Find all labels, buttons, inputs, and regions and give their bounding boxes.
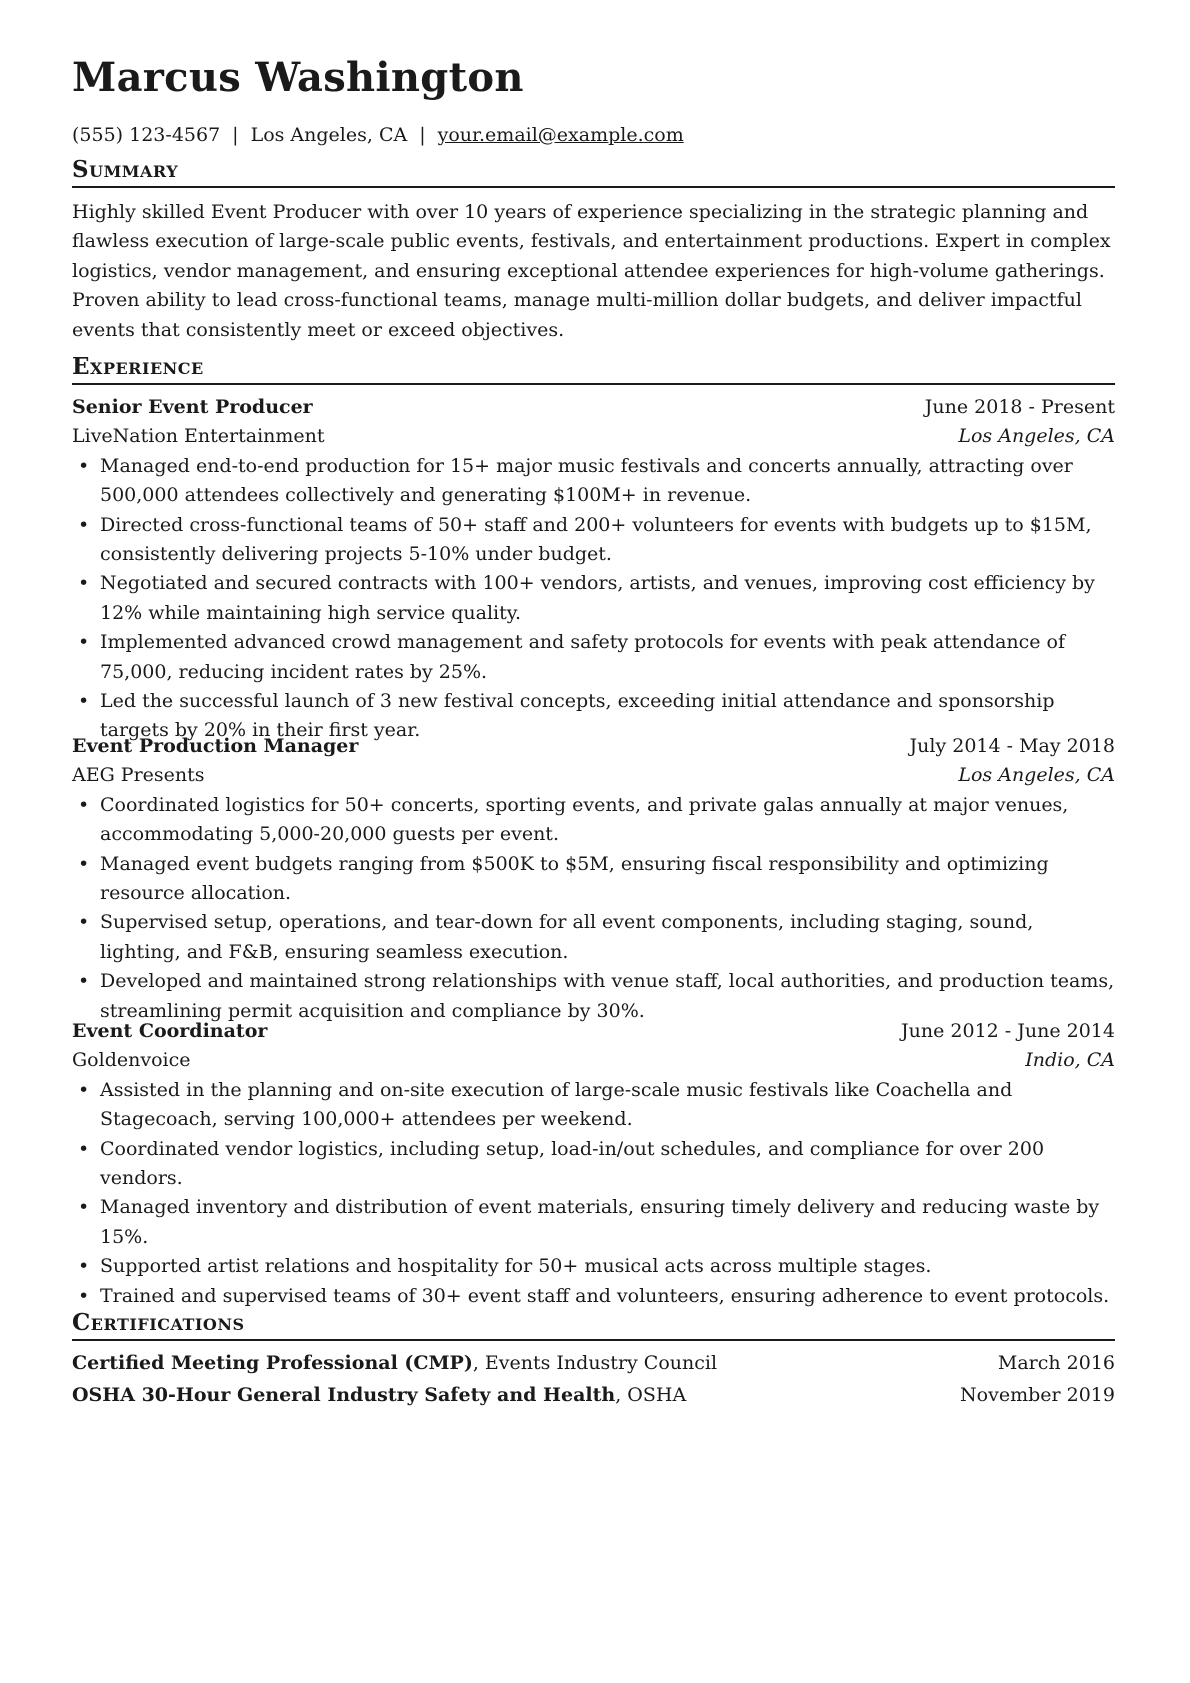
job-title: Event Coordinator [72, 1020, 268, 1042]
job-bullets [72, 1076, 1115, 1311]
bullet-item: • Coordinated vendor logistics, including setup, load-in/out schedules, and compliance for over 200 vendors. [72, 1135, 1115, 1194]
summary-text: Highly skilled Event Producer with over 10 years of experience specializing in the strategic planning and flawless execution of large-scale public events, festivals, and entertainment productions. Expert in complex logistics, vendor management, and ensuring exceptional attendee experiences for high-volume gatherings. Proven ability to lead cross-functional teams, manage multi-million dollar budgets, and deliver impactful events that consistently meet or exceed objectives. [72, 201, 1111, 341]
bullet-item: • Assisted in the planning and on-site execution of large-scale music festivals like Coachella and Stagecoach, serving 100,000+ attendees per weekend. [72, 1076, 1115, 1135]
certification-name: Certified Meeting Professional (CMP) [72, 1352, 473, 1374]
contact-separator: | [419, 124, 426, 146]
job-entry [72, 393, 1115, 746]
bullet-item: • Directed cross-functional teams of 50+ staff and 200+ volunteers for events with budgets up to $15M, consistently delivering projects 5-10% under budget. [72, 511, 1115, 570]
job-title: Senior Event Producer [72, 396, 313, 418]
company-name: Goldenvoice [72, 1049, 191, 1072]
certification-issuer: , OSHA [615, 1384, 687, 1406]
job-location: Indio, CA [1025, 1049, 1115, 1072]
summary-heading: Summary [72, 158, 1115, 188]
certification-date: March 2016 [997, 1352, 1115, 1374]
contact-separator: | [232, 124, 239, 146]
bullet-item: • Supported artist relations and hospitality for 50+ musical acts across multiple stages. [72, 1252, 1115, 1281]
job-dates: June 2012 - June 2014 [901, 1020, 1115, 1042]
job-entry [72, 1017, 1115, 1311]
bullet-item: • Managed inventory and distribution of event materials, ensuring timely delivery and reducing waste by 15%. [72, 1193, 1115, 1252]
candidate-name: Marcus Washington [72, 54, 524, 101]
certification-date: November 2019 [960, 1384, 1115, 1406]
bullet-item: • Negotiated and secured contracts with 100+ vendors, artists, and venues, improving cost efficiency by 12% while maintaining high service quality. [72, 569, 1115, 628]
certification-item [72, 1379, 1115, 1411]
bullet-item: • Developed and maintained strong relationships with venue staff, local authorities, and production teams, streamlining permit acquisition and compliance by 30%. [72, 967, 1115, 1026]
certification-item [72, 1347, 1115, 1379]
certifications-list [72, 1347, 1115, 1411]
bullet-item: • Implemented advanced crowd management and safety protocols for events with peak attendance of 75,000, reducing incident rates by 25%. [72, 628, 1115, 687]
company-name: LiveNation Entertainment [72, 425, 325, 448]
bullet-item: • Coordinated logistics for 50+ concerts, sporting events, and private galas annually at major venues, accommodating 5,000-20,000 guests per event. [72, 791, 1115, 850]
job-location: Los Angeles, CA [958, 425, 1115, 448]
phone-number: (555) 123-4567 [72, 124, 221, 146]
certification-name: OSHA 30-Hour General Industry Safety and Health [72, 1384, 616, 1406]
job-entry [72, 732, 1115, 1026]
job-bullets [72, 452, 1115, 746]
contact-line [72, 124, 684, 146]
job-dates: June 2018 - Present [924, 396, 1115, 418]
job-dates: July 2014 - May 2018 [909, 735, 1115, 757]
bullet-item: • Led the successful launch of 3 new festival concepts, exceeding initial attendance and sponsorship targets by 20% in their first year. [72, 687, 1115, 746]
certifications-heading: Certifications [72, 1311, 1115, 1341]
location: Los Angeles, CA [250, 124, 408, 146]
certification-issuer: , Events Industry Council [472, 1352, 718, 1374]
company-name: AEG Presents [72, 764, 205, 787]
bullet-item: • Managed event budgets ranging from $500K to $5M, ensuring fiscal responsibility and optimizing resource allocation. [72, 850, 1115, 909]
bullet-item: • Managed end-to-end production for 15+ major music festivals and concerts annually, attracting over 500,000 attendees collectively and generating $100M+ in revenue. [72, 452, 1115, 511]
job-location: Los Angeles, CA [958, 764, 1115, 787]
experience-heading: Experience [72, 355, 1115, 385]
job-bullets [72, 791, 1115, 1026]
bullet-item: • Supervised setup, operations, and tear-down for all event components, including staging, sound, lighting, and F&B, ensuring seamless execution. [72, 908, 1115, 967]
email-link[interactable]: your.email@example.com [437, 124, 684, 146]
job-title: Event Production Manager [72, 735, 359, 757]
bullet-item: • Trained and supervised teams of 30+ event staff and volunteers, ensuring adherence to event protocols. [72, 1282, 1115, 1311]
